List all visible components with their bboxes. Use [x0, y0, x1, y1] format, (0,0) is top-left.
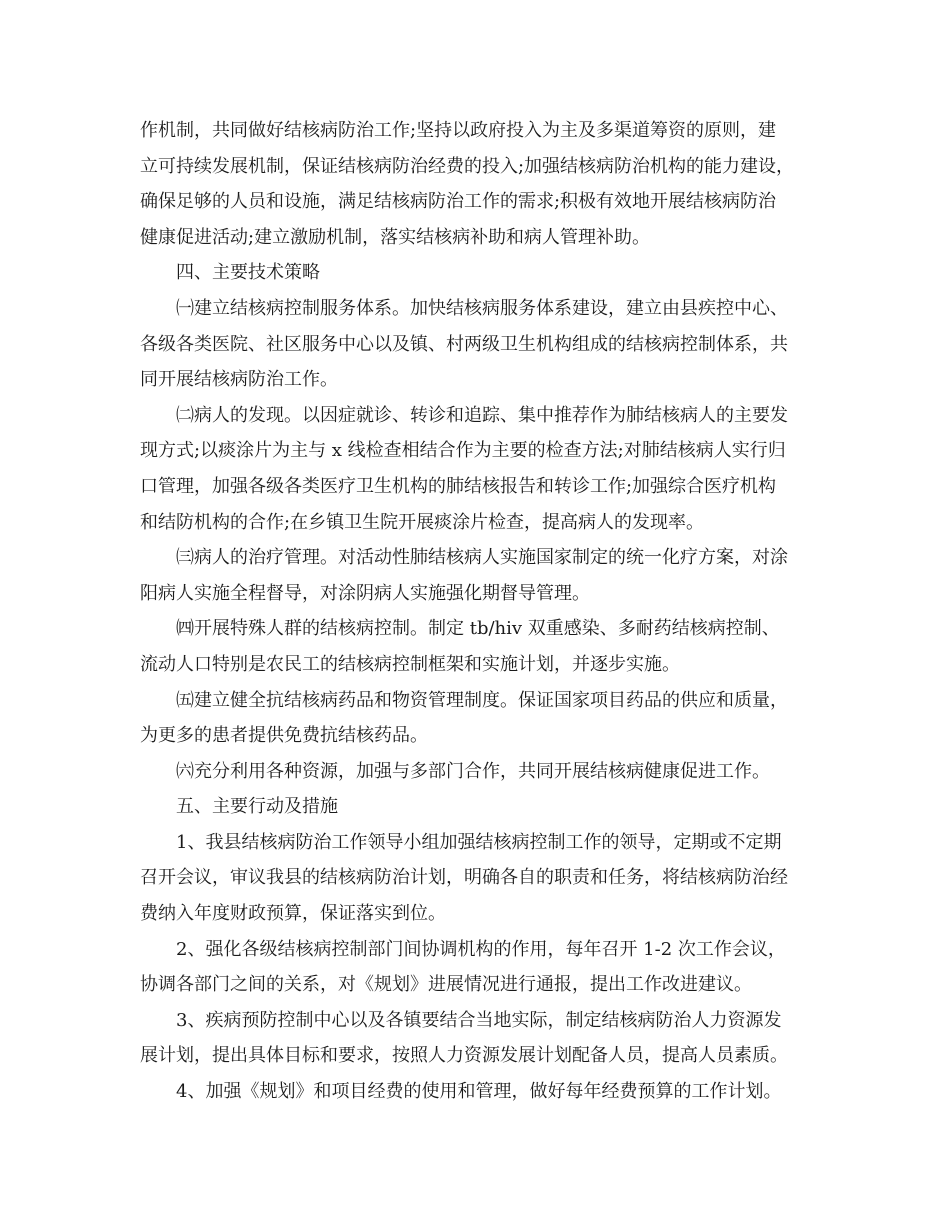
text-line: ㈤建立健全抗结核病药品和物资管理制度。保证国家项目药品的供应和质量，: [176, 689, 788, 711]
section-heading: 四、主要技术策略: [176, 262, 320, 284]
text-line: 确保足够的人员和设施，满足结核病防治工作的需求;积极有效地开展结核病防治: [140, 191, 777, 213]
text-line: ㈢病人的治疗管理。对活动性肺结核病人实施国家制定的统一化疗方案，对涂: [176, 547, 788, 569]
text-line: 口管理，加强各级各类医疗卫生机构的肺结核报告和转诊工作;加强综合医疗机构: [140, 475, 777, 497]
text-line: ㈥充分利用各种资源，加强与多部门合作，共同开展结核病健康促进工作。: [176, 760, 770, 782]
text-line: ㈠建立结核病控制服务体系。加快结核病服务体系建设，建立由县疾控中心、: [176, 297, 788, 319]
text-line: 和结防机构的合作;在乡镇卫生院开展痰涂片检查，提高病人的发现率。: [140, 511, 705, 533]
text-line: 各级各类医院、社区服务中心以及镇、村两级卫生机构组成的结核病控制体系，共: [140, 333, 788, 355]
text-line: ㈡病人的发现。以因症就诊、转诊和追踪、集中推荐作为肺结核病人的主要发: [176, 404, 788, 426]
text-line: 费纳入年度财政预算，保证落实到位。: [140, 903, 446, 925]
document-body: [140, 113, 830, 1110]
text-line: 召开会议，审议我县的结核病防治计划，明确各自的职责和任务，将结核病防治经: [140, 867, 788, 889]
text-line: 协调各部门之间的关系，对《规划》进展情况进行通报，提出工作改进建议。: [140, 974, 752, 996]
section-heading: 五、主要行动及措施: [176, 796, 338, 818]
text-line: 健康促进活动;建立激励机制，落实结核病补助和病人管理补助。: [140, 226, 651, 248]
text-line: 立可持续发展机制，保证结核病防治经费的投入;加强结核病防治机构的能力建设，: [140, 155, 795, 177]
text-line: ㈣开展特殊人群的结核病控制。制定 tb/hiv 双重感染、多耐药结核病控制、: [176, 618, 780, 640]
text-line: 3、疾病预防控制中心以及各镇要结合当地实际，制定结核病防治人力资源发: [176, 1009, 782, 1031]
text-line: 为更多的患者提供免费抗结核药品。: [140, 725, 428, 747]
text-line: 同开展结核病防治工作。: [140, 369, 338, 391]
text-line: 阳病人实施全程督导，对涂阴病人实施强化期督导管理。: [140, 582, 590, 604]
text-line: 1、我县结核病防治工作领导小组加强结核病控制工作的领导，定期或不定期: [176, 831, 782, 853]
text-line: 作机制，共同做好结核病防治工作;坚持以政府投入为主及多渠道筹资的原则，建: [140, 120, 777, 141]
text-line: 展计划，提出具体目标和要求，按照人力资源发展计划配备人员，提高人员素质。: [140, 1045, 788, 1067]
text-line: 4、加强《规划》和项目经费的使用和管理，做好每年经费预算的工作计划。: [176, 1081, 782, 1103]
text-line: 流动人口特别是农民工的结核病控制框架和实施计划，并逐步实施。: [140, 653, 680, 675]
text-line: 现方式;以痰涂片为主与 x 线检查相结合作为主要的检查方法;对肺结核病人实行归: [140, 440, 786, 462]
text-line: 2、强化各级结核病控制部门间协调机构的作用，每年召开 1-2 次工作会议，: [176, 938, 786, 960]
